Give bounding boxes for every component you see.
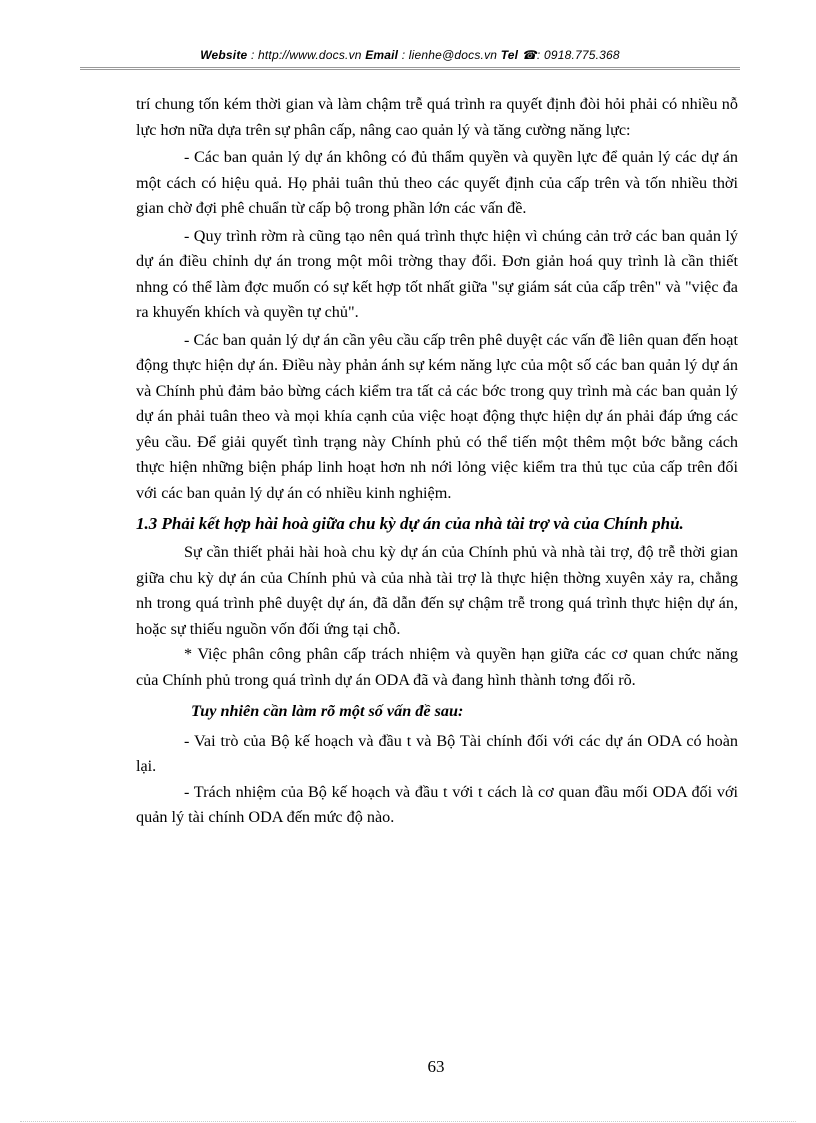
paragraph-1: trí chung tốn kém thời gian và làm chậm trễ quá trình ra quyết định đòi hỏi phải có nhiều nỗ lực hơn nữa dựa trên sự phân cấp, nâng cao quản lý và tăng cường năng lực: [136, 95, 738, 139]
page-header [80, 48, 740, 62]
paragraph-6: * Việc phân công phân cấp trách nhiệm và quyền hạn giữa các cơ quan chức năng của Chính phủ trong quá trình dự án ODA đã và đang hình thành tơng đối rõ. [136, 645, 738, 689]
section-heading: 1.3 Phải kết hợp hài hoà giữa chu kỳ dự án của nhà tài trợ và của Chính phủ. [136, 514, 684, 533]
document-body [136, 92, 738, 831]
phone-icon: ☎ [521, 48, 537, 62]
paragraph-3: - Quy trình rờm rà cũng tạo nên quá trình thực hiện vì chúng cản trở các ban quản lý dự án điều chỉnh dự án trong một môi trờng thay đổi. Đơn giản hoá quy trình là cần thiết nhng có thể làm đợc muốn có sự kết hợp tốt nhất giữa "sự giám sát của cấp trên" và "việc đa ra khuyến khích và quyền tự chủ". [136, 226, 738, 321]
email-address: : lienhe@docs.vn [398, 48, 501, 62]
paragraph-8: - Trách nhiệm của Bộ kế hoạch và đầu t với t cách là cơ quan đầu mối ODA đối với quản lý tài chính ODA đến mức độ nào. [136, 782, 738, 826]
paragraph-7: - Vai trò của Bộ kế hoạch và đầu t và Bộ Tài chính đối với các dự án ODA có hoàn lại. [136, 731, 738, 775]
website-url: : http://www.docs.vn [247, 48, 366, 62]
paragraph-5: Sự cần thiết phải hài hoà chu kỳ dự án của Chính phủ và nhà tài trợ, độ trễ thời gian giữa chu kỳ dự án của Chính phủ và của nhà tài trợ là thực hiện thờng xuyên xảy ra, chẳng nh trong quá trình phê duyệt dự án, đã dẫn đến sự chậm trễ trong quá trình thực hiện dự án, hoặc sự thiếu nguồn vốn đối ứng tại chỗ. [136, 543, 738, 638]
page-number: 63 [427, 1057, 445, 1076]
website-label: Website [200, 48, 248, 62]
paragraph-2: - Các ban quản lý dự án không có đủ thẩm quyền và quyền lực để quản lý các dự án một cách có hiệu quả. Họ phải tuân thủ theo các quyết định của cấp trên và tốn nhiều thời gian chờ đợi phê chuẩn từ cấp bộ trong phần lớn các vấn đề. [136, 148, 738, 217]
tel-number: : 0918.775.368 [536, 48, 620, 62]
email-label: Email [365, 48, 399, 62]
footer-divider [20, 1121, 796, 1122]
tel-label: Tel [500, 48, 519, 62]
subheading: Tuy nhiên cần làm rõ một số vấn đề sau: [191, 702, 464, 720]
header-divider [80, 67, 740, 70]
paragraph-4: - Các ban quản lý dự án cần yêu cầu cấp trên phê duyệt các vấn đề liên quan đến hoạt động thực hiện dự án. Điều này phản ánh sự kém năng lực của một số các ban quản lý dự án và Chính phủ đảm bảo bừng cách kiểm tra tất cả các bớc trong quy trình mà các ban quản lý dự án phải tuân theo và mọi khía cạnh của việc hoạt động thực hiện dự án phải đáp ứng các yêu cầu. Để giải quyết tình trạng này Chính phủ có thể tiến một thêm một bớc bằng cách thực hiện những biện pháp linh hoạt hơn nh nới lỏng việc kiểm tra thủ tục của cấp trên đối với các ban quản lý dự án có nhiều kinh nghiệm. [136, 330, 738, 502]
